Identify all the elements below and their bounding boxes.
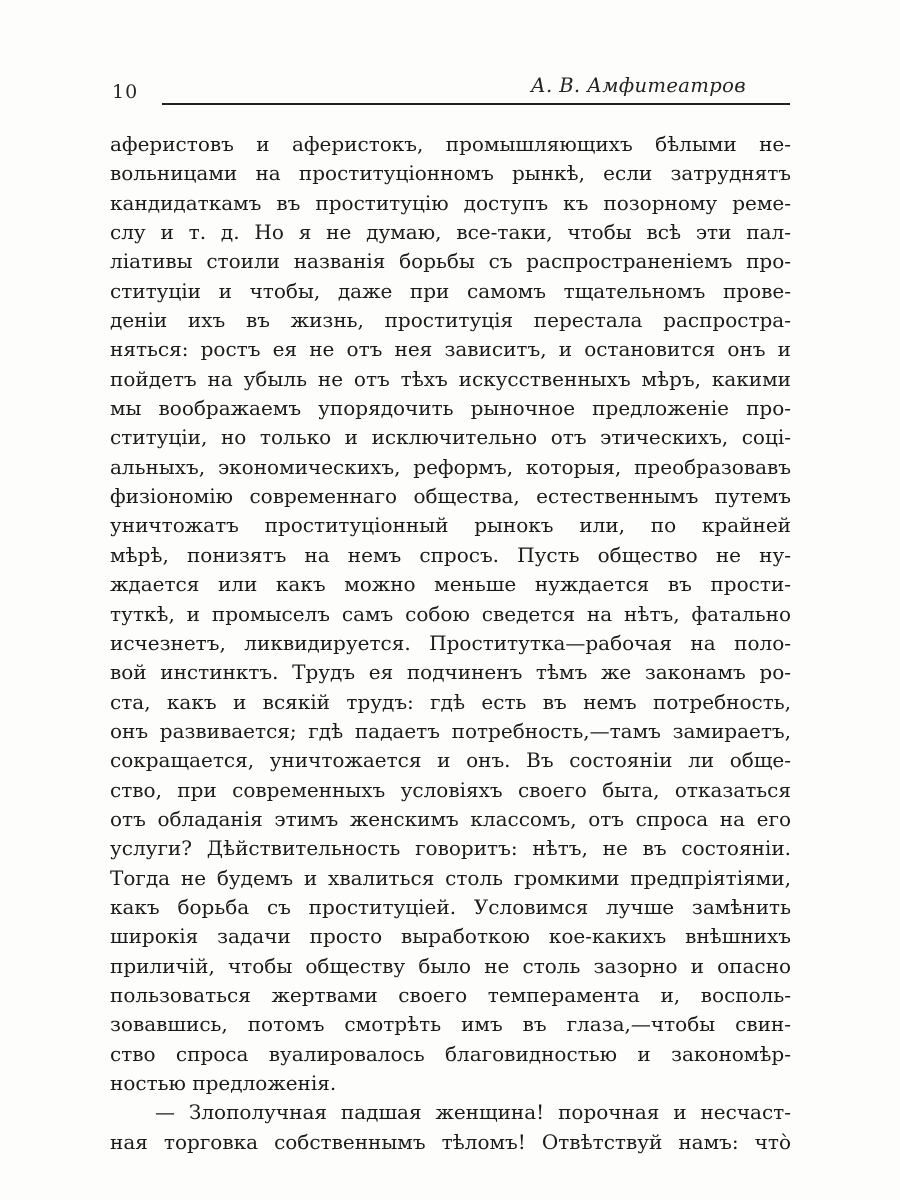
text-line: Тогда не будемъ и хвалиться столь громкими предпріятіями, bbox=[110, 865, 791, 890]
text-line: онъ развивается; гдѣ падаетъ потребность,—тамъ замираетъ, bbox=[110, 718, 791, 743]
header-rule bbox=[162, 74, 790, 105]
text-line: мѣрѣ, понизятъ на немъ спросъ. Пусть общество не ну- bbox=[110, 542, 791, 567]
text-line: сокращается, уничтожается и онъ. Въ состояніи ли обще- bbox=[110, 748, 791, 773]
text-line: мы воображаемъ упорядочить рыночное предложеніе про- bbox=[110, 396, 791, 421]
text-line: вой инстинктъ. Трудъ ея подчиненъ тѣмъ же законамъ ро- bbox=[110, 660, 791, 685]
page-header bbox=[112, 74, 790, 105]
text-line: ліативы стоили названія борьбы съ распространеніемъ про- bbox=[110, 249, 791, 274]
text-line: ституціи и чтобы, даже при самомъ тщательномъ прове- bbox=[110, 278, 791, 303]
body-text bbox=[110, 130, 791, 1157]
text-line: вольницами на проституціонномъ рынкѣ, если затруднятъ bbox=[110, 161, 791, 186]
text-line: деніи ихъ въ жизнь, проституція перестала распростра- bbox=[110, 308, 791, 333]
text-line: исчезнетъ, ликвидируется. Проститутка—рабочая на поло- bbox=[110, 630, 791, 655]
text-line: ституціи, но только и исключительно отъ этическихъ, соці- bbox=[110, 425, 791, 450]
text-line: няться: ростъ ея не отъ нея зависитъ, и остановится онъ и bbox=[110, 337, 791, 362]
text-line: ждается или какъ можно меньше нуждается въ прости- bbox=[110, 572, 791, 597]
text-line: широкія задачи просто выработкою кое-какихъ внѣшнихъ bbox=[110, 924, 791, 949]
text-line: слу и т. д. Но я не думаю, все-таки, чтобы всѣ эти пал- bbox=[110, 220, 791, 245]
text-line: отъ обладанія этимъ женскимъ классомъ, отъ спроса на его bbox=[110, 806, 791, 831]
text-line: ство спроса вуалировалось благовидностью и закономѣр- bbox=[110, 1041, 791, 1066]
text-line: ная торговка собственнымъ тѣломъ! Отвѣтствуй намъ: что̀ bbox=[110, 1129, 791, 1154]
running-head: А. В. Амфитеатров bbox=[530, 74, 746, 97]
text-line: ство, при современныхъ условіяхъ своего быта, отказаться bbox=[110, 777, 791, 802]
text-line: физіономію современнаго общества, естественнымъ путемъ bbox=[110, 484, 791, 509]
text-line: ностью предложенія. bbox=[110, 1071, 337, 1095]
text-line: какъ борьба съ проституціей. Условимся лучше замѣнить bbox=[110, 894, 791, 919]
text-line: аферистовъ и аферистокъ, промышляющихъ бѣлыми не- bbox=[110, 132, 791, 156]
text-line: пользоваться жертвами своего темперамента и, восполь- bbox=[110, 982, 791, 1007]
text-line: кандидаткамъ въ проституцію доступъ къ позорному реме- bbox=[110, 190, 791, 215]
text-line: пойдетъ на убыль не отъ тѣхъ искусственныхъ мѣръ, какими bbox=[110, 366, 791, 391]
text-line: уничтожатъ проституціонный рынокъ или, по крайней bbox=[110, 513, 791, 538]
text-line: приличій, чтобы обществу было не столь зазорно и опасно bbox=[110, 953, 791, 978]
text-line: альныхъ, экономическихъ, реформъ, которыя, преобразовавъ bbox=[110, 454, 791, 479]
text-line: услуги? Дѣйствительность говоритъ: нѣтъ, не въ состояніи. bbox=[110, 836, 791, 861]
text-line: зовавшись, потомъ смотрѣть имъ въ глаза,—чтобы свин- bbox=[110, 1012, 791, 1037]
text-line: ста, какъ и всякій трудъ: гдѣ есть въ немъ потребность, bbox=[110, 689, 791, 714]
text-line: — Злополучная падшая женщина! порочная и несчаст- bbox=[155, 1100, 791, 1125]
page-number: 10 bbox=[112, 81, 139, 103]
text-line: туткѣ, и промыселъ самъ собою сведется на нѣтъ, фатально bbox=[110, 601, 791, 626]
